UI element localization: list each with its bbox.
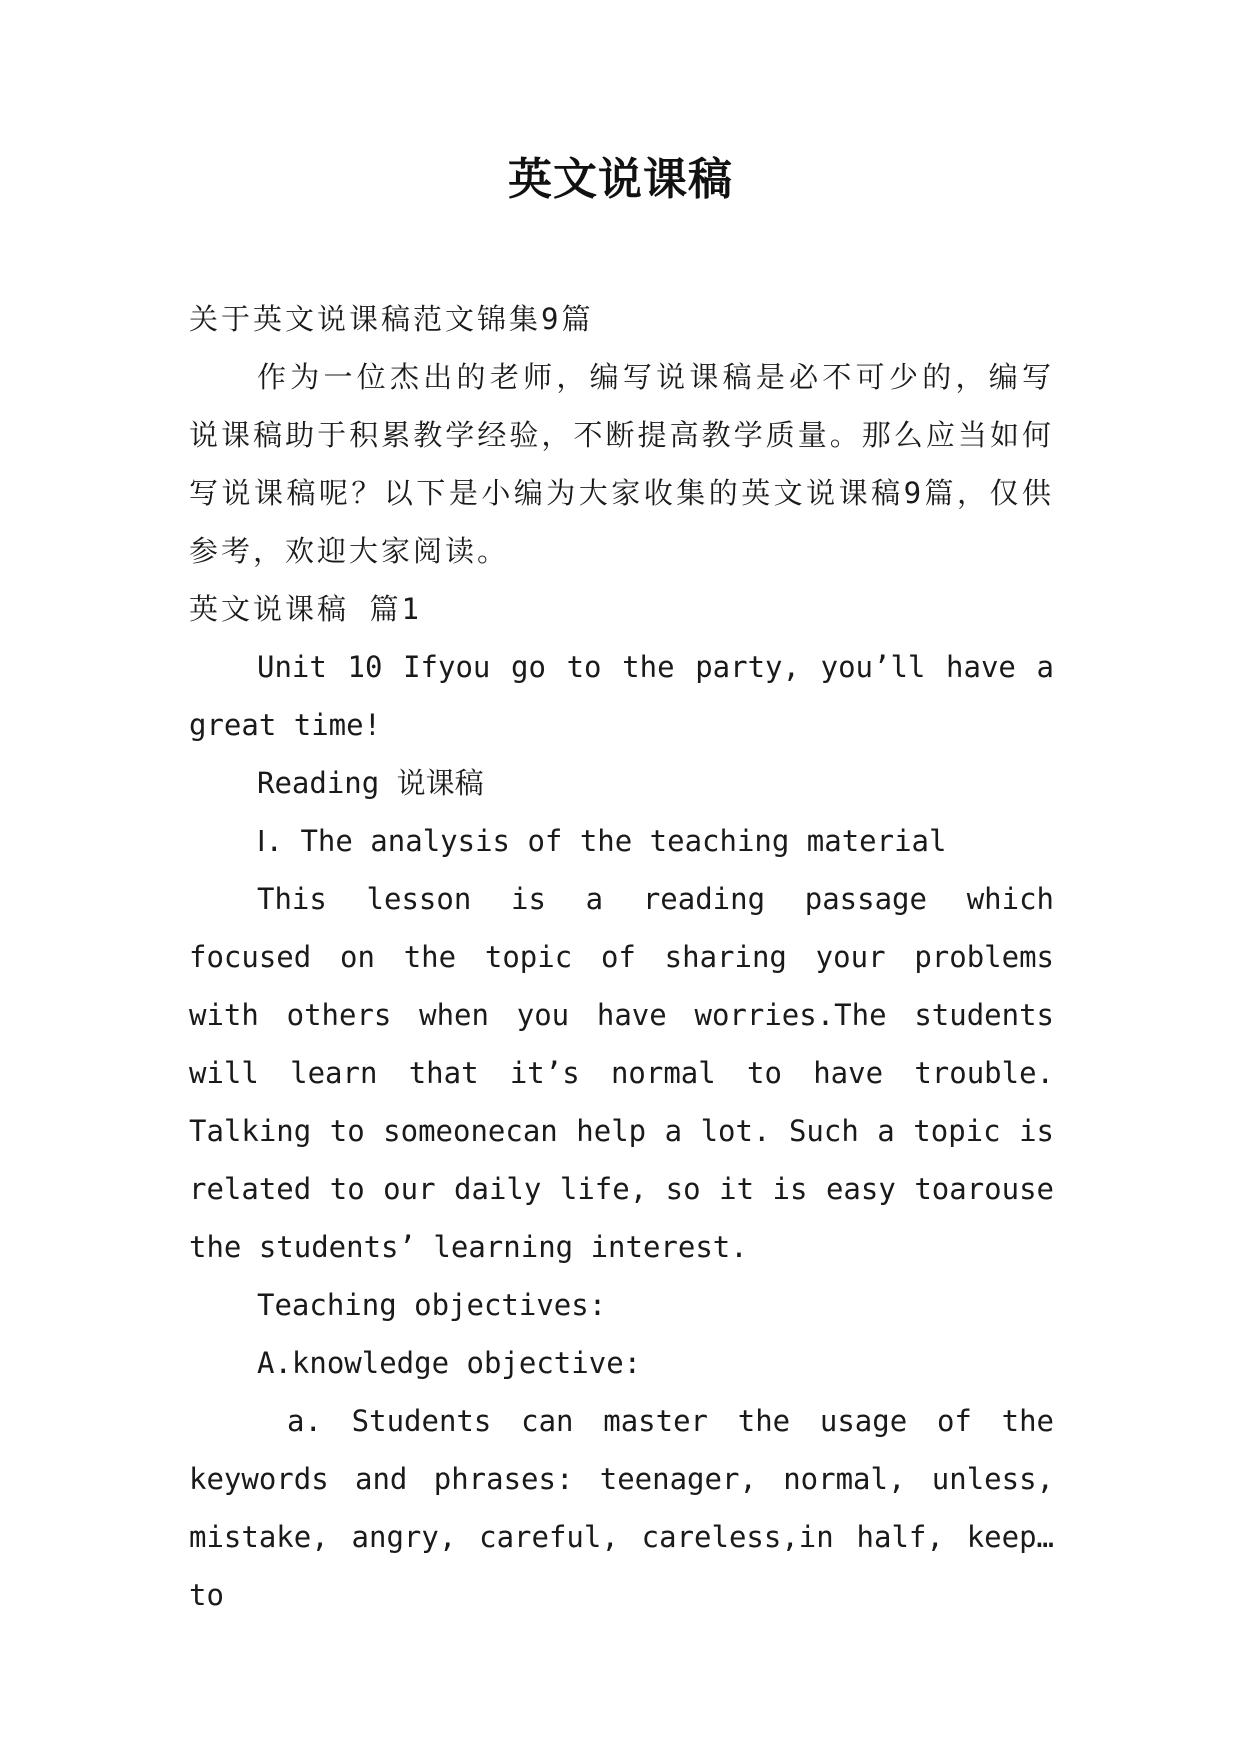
intro-paragraph: 作为一位杰出的老师，编写说课稿是必不可少的，编写说课稿助于积累教学经验，不断提高教学质量。那么应当如何写说课稿呢？以下是小编为大家收集的英文说课稿9篇，仅供参考，欢迎大家阅读。 — [189, 360, 1054, 568]
subtitle-paragraph: 关于英文说课稿范文锦集9篇 — [189, 302, 594, 336]
reading-heading: Reading 说课稿 — [257, 766, 484, 800]
document-title: 英文说课稿 — [508, 154, 733, 205]
analysis-paragraph: This lesson is a reading passage which focused on the topic of sharing your problems with others when you have worries.The students will learn that it’s normal to have trouble. Talking to someonecan help a lot. Such a topic is related to our daily life, so it is easy toarouse the students’ learning interest. — [189, 882, 1054, 1264]
knowledge-objective-item: a. Students can master the usage of the keywords and phrases: teenager, normal, unless, mistake, angry, careful, careless,in half, keep…to — [189, 1404, 1054, 1612]
objectives-heading: Teaching objectives: — [257, 1288, 607, 1322]
knowledge-objective-heading: A.knowledge objective: — [257, 1346, 642, 1380]
analysis-heading: Ⅰ. The analysis of the teaching material — [257, 824, 947, 858]
document-body — [189, 290, 1054, 1624]
unit-title-paragraph: Unit 10 Ifyou go to the party, you’ll have a great time! — [189, 650, 1054, 742]
section-heading: 英文说课稿 篇1 — [189, 592, 422, 626]
